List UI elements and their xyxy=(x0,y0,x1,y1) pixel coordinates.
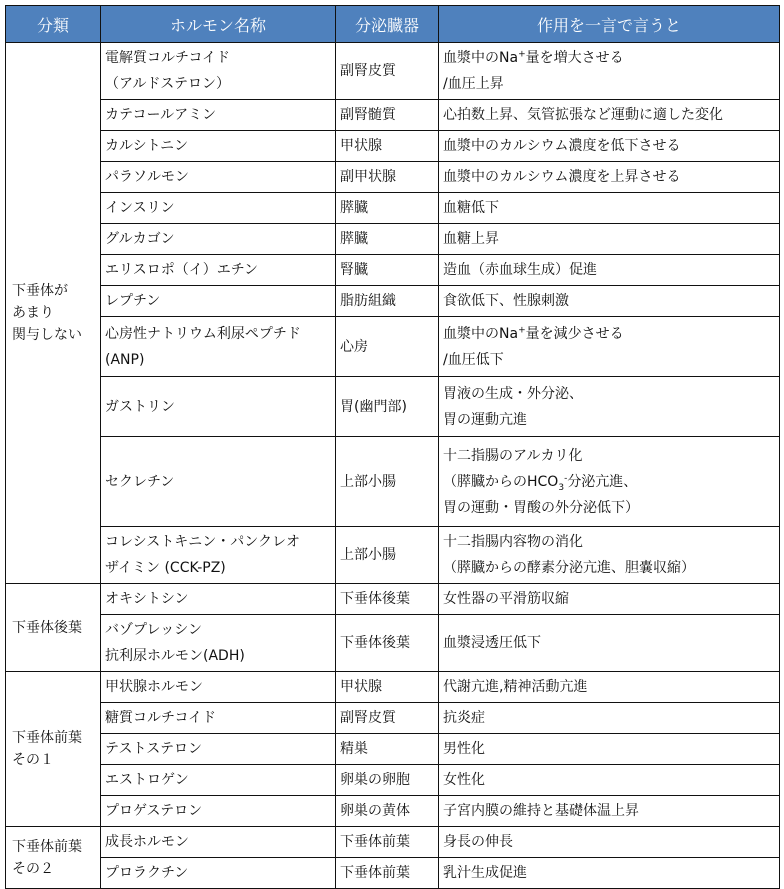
effect-text: 乳汁生成促進 xyxy=(443,865,527,881)
effect-line xyxy=(443,195,775,221)
effect-line xyxy=(443,798,775,824)
organ-cell: 副甲状腺 xyxy=(336,162,439,193)
table-row xyxy=(6,796,780,827)
effect-line xyxy=(443,347,775,373)
effect-cell xyxy=(439,162,780,193)
hormone-table xyxy=(5,5,780,889)
header-row xyxy=(6,6,780,43)
effect-text: 女性化 xyxy=(443,772,485,788)
organ-cell: 卵巣の黄体 xyxy=(336,796,439,827)
table-row xyxy=(6,858,780,889)
hormone-name-cell xyxy=(101,734,336,765)
effect-line xyxy=(443,71,775,97)
effect-text: 血漿中のNa xyxy=(443,50,519,66)
hormone-name-line: 糖質コルチコイド xyxy=(105,710,217,726)
hormone-name-cell xyxy=(101,827,336,858)
effect-text: 血漿中のカルシウム濃度を低下させる xyxy=(443,138,681,154)
table-row xyxy=(6,286,780,317)
header-hormone-name: ホルモン名称 xyxy=(101,6,336,43)
organ-cell: 心房 xyxy=(336,317,439,377)
effect-text: （膵臓からの酵素分泌亢進、胆嚢収縮） xyxy=(443,560,695,576)
header-effect: 作用を一言で言うと xyxy=(439,6,780,43)
table-row xyxy=(6,765,780,796)
effect-text: 胃の運動亢進 xyxy=(443,411,527,428)
organ-cell: 腎臓 xyxy=(336,255,439,286)
table-row xyxy=(6,43,780,100)
effect-text: 食欲低下、性腺刺激 xyxy=(443,293,569,309)
table-row xyxy=(6,100,780,131)
table-row xyxy=(6,527,780,584)
effect-text: 代謝亢進,精神活動亢進 xyxy=(443,679,588,695)
organ-cell: 甲状腺 xyxy=(336,131,439,162)
hormone-name-line: インスリン xyxy=(105,200,175,216)
effect-line xyxy=(443,469,775,495)
organ-cell: 胃(幽門部) xyxy=(336,377,439,437)
hormone-name-cell xyxy=(101,672,336,703)
hormone-name-line: 甲状腺ホルモン xyxy=(105,679,203,695)
effect-cell xyxy=(439,193,780,224)
effect-line xyxy=(443,829,775,855)
table-row xyxy=(6,437,780,527)
effect-text: 血糖上昇 xyxy=(443,231,499,247)
hormone-name-cell xyxy=(101,131,336,162)
effect-line xyxy=(443,555,775,581)
hormone-name-line: オキシトシン xyxy=(105,591,189,607)
hormone-name-line: ガストリン xyxy=(105,398,175,415)
effect-line xyxy=(443,529,775,555)
hormone-name-line: テストステロン xyxy=(105,741,203,757)
effect-line xyxy=(443,226,775,252)
category-line: 下垂体が xyxy=(12,283,68,299)
category-line: その１ xyxy=(12,752,54,768)
effect-line xyxy=(443,736,775,762)
table-row xyxy=(6,131,780,162)
table-row xyxy=(6,224,780,255)
effect-line xyxy=(443,495,775,521)
category-line: その２ xyxy=(12,860,54,877)
table-row xyxy=(6,193,780,224)
effect-text: 子宮内膜の維持と基礎体温上昇 xyxy=(443,803,639,819)
organ-cell: 甲状腺 xyxy=(336,672,439,703)
organ-cell: 副腎皮質 xyxy=(336,43,439,100)
effect-cell xyxy=(439,131,780,162)
organ-cell: 膵臓 xyxy=(336,224,439,255)
effect-cell xyxy=(439,377,780,437)
effect-line xyxy=(443,443,775,469)
effect-line xyxy=(443,45,775,71)
hormone-name-line: グルカゴン xyxy=(105,231,175,247)
effect-line xyxy=(443,860,775,886)
hormone-name-cell xyxy=(101,703,336,734)
hormone-name-cell xyxy=(101,224,336,255)
table-row xyxy=(6,317,780,377)
hormone-name-line: プロゲステロン xyxy=(105,803,203,819)
effect-line xyxy=(443,586,775,612)
organ-cell: 膵臓 xyxy=(336,193,439,224)
effect-line xyxy=(443,257,775,283)
effect-line xyxy=(443,407,775,433)
category-line: 下垂体後葉 xyxy=(12,619,82,636)
effect-cell xyxy=(439,100,780,131)
hormone-name-cell xyxy=(101,317,336,377)
effect-line xyxy=(443,767,775,793)
effect-text: 胃液の生成・外分泌、 xyxy=(443,385,583,402)
effect-text: 身長の伸長 xyxy=(443,834,513,850)
table-row xyxy=(6,703,780,734)
effect-cell xyxy=(439,827,780,858)
organ-cell: 下垂体前葉 xyxy=(336,858,439,889)
effect-line xyxy=(443,321,775,347)
organ-cell: 上部小腸 xyxy=(336,527,439,584)
effect-text: 十二指腸内容物の消化 xyxy=(443,534,583,550)
effect-line xyxy=(443,381,775,407)
category-line: 下垂体前葉 xyxy=(12,838,82,855)
organ-cell: 上部小腸 xyxy=(336,437,439,527)
effect-cell xyxy=(439,765,780,796)
organ-cell: 脂肪組織 xyxy=(336,286,439,317)
hormone-name-line: パラソルモン xyxy=(105,169,189,185)
table-header xyxy=(6,6,780,43)
hormone-name-cell xyxy=(101,584,336,615)
effect-line xyxy=(443,133,775,159)
table-row xyxy=(6,827,780,858)
hormone-name-line: （アルドステロン） xyxy=(105,76,231,92)
effect-cell xyxy=(439,255,780,286)
organ-cell: 下垂体後葉 xyxy=(336,584,439,615)
effect-text: 分泌亢進、 xyxy=(567,473,638,490)
effect-line xyxy=(443,705,775,731)
effect-line xyxy=(443,630,775,656)
category-cell xyxy=(6,672,101,827)
hormone-name-line: 成長ホルモン xyxy=(105,834,189,850)
header-secreting-organ: 分泌臓器 xyxy=(336,6,439,43)
hormone-name-line: カテコールアミン xyxy=(105,107,217,123)
category-cell xyxy=(6,584,101,672)
category-line: 関与しない xyxy=(12,327,82,343)
table-row xyxy=(6,615,780,672)
effect-line xyxy=(443,102,775,128)
hormone-name-cell xyxy=(101,858,336,889)
hormone-name-cell xyxy=(101,437,336,527)
effect-cell xyxy=(439,615,780,672)
effect-line xyxy=(443,164,775,190)
hormone-name-cell xyxy=(101,162,336,193)
effect-cell xyxy=(439,858,780,889)
effect-cell xyxy=(439,584,780,615)
effect-text: 血糖低下 xyxy=(443,200,499,216)
hormone-name-cell xyxy=(101,43,336,100)
effect-text: 血漿中のカルシウム濃度を上昇させる xyxy=(443,169,681,185)
organ-cell: 精巣 xyxy=(336,734,439,765)
category-cell xyxy=(6,827,101,889)
effect-text: 女性器の平滑筋収縮 xyxy=(443,591,569,607)
hormone-name-line: ザイミン (CCK-PZ) xyxy=(105,560,226,576)
hormone-name-line: カルシトニン xyxy=(105,138,189,154)
effect-text: 胃の運動・胃酸の外分泌低下） xyxy=(443,499,639,516)
effect-text: 量を減少させる xyxy=(525,325,624,342)
organ-cell: 下垂体前葉 xyxy=(336,827,439,858)
hormone-name-line: コレシストキニン・パンクレオ xyxy=(105,534,300,550)
organ-cell: 卵巣の卵胞 xyxy=(336,765,439,796)
hormone-name-cell xyxy=(101,100,336,131)
effect-cell xyxy=(439,224,780,255)
table-row xyxy=(6,734,780,765)
hormone-name-cell xyxy=(101,527,336,584)
effect-cell xyxy=(439,672,780,703)
effect-text: 心拍数上昇、気管拡張など運動に適した変化 xyxy=(443,107,723,123)
effect-text: （膵臓からのHCO xyxy=(443,473,559,490)
effect-text: 血漿中のNa xyxy=(443,325,519,342)
table-row xyxy=(6,162,780,193)
effect-text: 十二指腸のアルカリ化 xyxy=(443,447,583,464)
effect-cell xyxy=(439,286,780,317)
hormone-name-line: レプチン xyxy=(105,293,161,309)
effect-text: 抗炎症 xyxy=(443,710,485,726)
effect-superscript: + xyxy=(518,49,526,60)
effect-text: /血圧上昇 xyxy=(443,76,504,92)
table-row xyxy=(6,255,780,286)
hormone-name-line: エリスロポ（イ）エチン xyxy=(105,262,259,278)
effect-cell xyxy=(439,43,780,100)
effect-text: 量を増大させる xyxy=(525,50,624,66)
hormone-name-cell xyxy=(101,615,336,672)
effect-line xyxy=(443,288,775,314)
hormone-name-line: プロラクチン xyxy=(105,865,189,881)
hormone-name-line: セクレチン xyxy=(105,473,175,490)
hormone-name-cell xyxy=(101,796,336,827)
effect-cell xyxy=(439,317,780,377)
hormone-name-line: 心房性ナトリウム利尿ペプチド xyxy=(105,325,301,342)
effect-subscript: 3 xyxy=(558,482,565,493)
effect-text: 男性化 xyxy=(443,741,485,757)
organ-cell: 副腎皮質 xyxy=(336,703,439,734)
effect-cell xyxy=(439,527,780,584)
effect-text: /血圧低下 xyxy=(443,351,504,368)
header-category: 分類 xyxy=(6,6,101,43)
hormone-name-line: バゾプレッシン xyxy=(105,622,202,638)
organ-cell: 副腎髄質 xyxy=(336,100,439,131)
hormone-name-line: 電解質コルチコイド xyxy=(105,50,231,66)
organ-cell: 下垂体後葉 xyxy=(336,615,439,672)
effect-cell xyxy=(439,796,780,827)
effect-text: 造血（赤血球生成）促進 xyxy=(443,262,597,278)
category-line: 下垂体前葉 xyxy=(12,730,82,746)
table-body xyxy=(6,43,780,889)
category-cell xyxy=(6,43,101,584)
table-row xyxy=(6,377,780,437)
hormone-name-line: (ANP) xyxy=(105,351,145,368)
table-row xyxy=(6,584,780,615)
hormone-table-container xyxy=(5,5,780,889)
effect-cell xyxy=(439,703,780,734)
hormone-name-line: エストロゲン xyxy=(105,772,189,788)
hormone-name-cell xyxy=(101,193,336,224)
effect-cell xyxy=(439,734,780,765)
effect-superscript: - xyxy=(564,472,568,483)
hormone-name-cell xyxy=(101,286,336,317)
hormone-name-cell xyxy=(101,377,336,437)
effect-text: 血漿浸透圧低下 xyxy=(443,635,541,651)
table-row xyxy=(6,672,780,703)
hormone-name-cell xyxy=(101,255,336,286)
effect-line xyxy=(443,674,775,700)
hormone-name-line: 抗利尿ホルモン(ADH) xyxy=(105,648,245,664)
effect-cell xyxy=(439,437,780,527)
category-line: あまり xyxy=(12,305,54,321)
effect-superscript: + xyxy=(518,324,526,335)
hormone-name-cell xyxy=(101,765,336,796)
